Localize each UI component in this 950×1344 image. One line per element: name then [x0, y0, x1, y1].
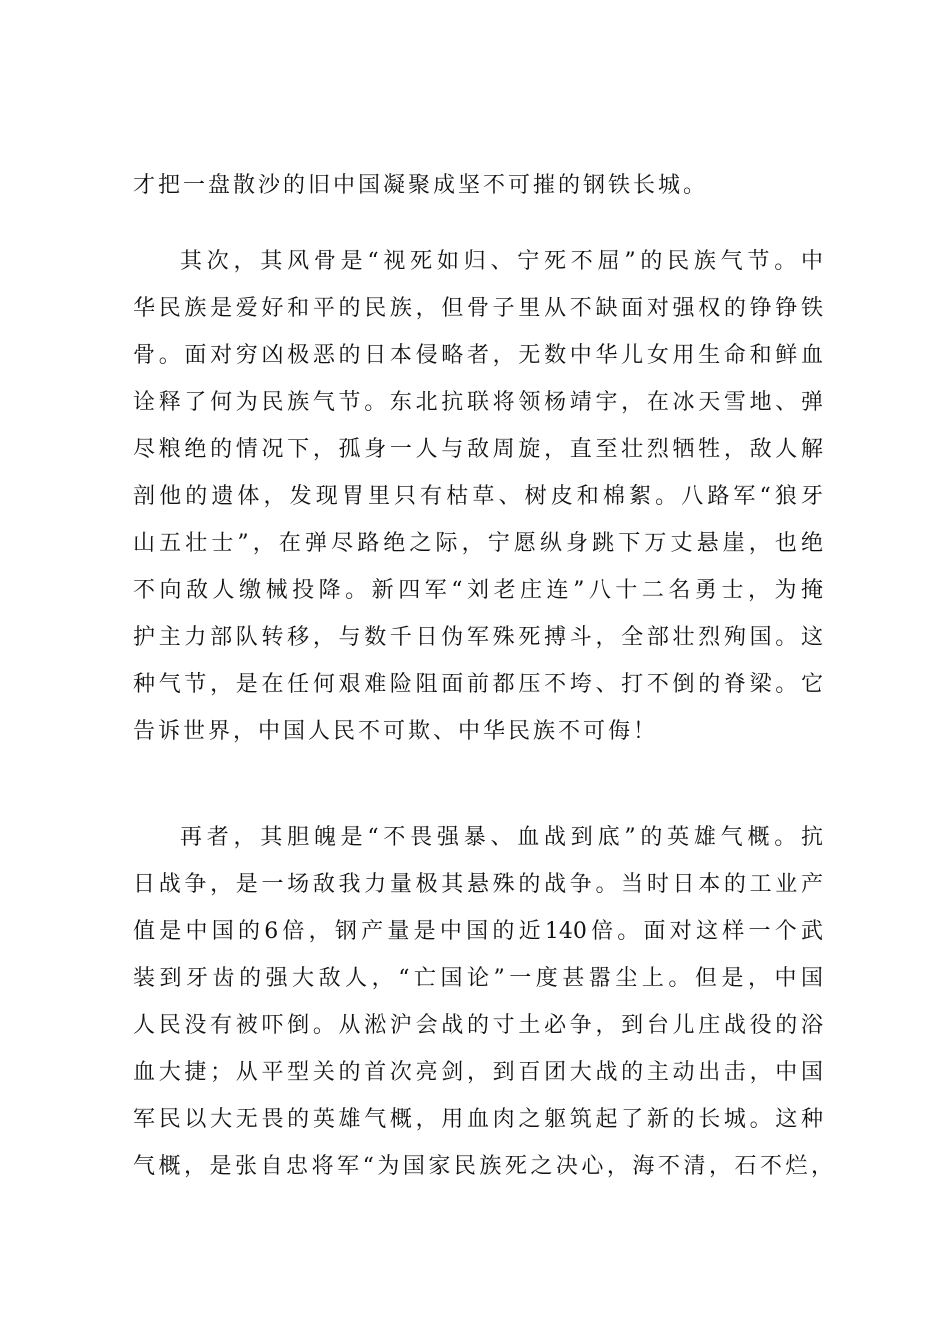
text-line: 华民族是爱好和平的民族，但骨子里从不缺面对强权的铮铮铁 — [133, 296, 823, 321]
text-line: 剖他的遗体，发现胃里只有枯草、树皮和棉絮。八路军“狼牙 — [133, 484, 823, 509]
text-line: 护主力部队转移，与数千日伪军殊死搏斗，全部壮烈殉国。这 — [133, 625, 823, 650]
text-line: 山五壮士”，在弹尽路绝之际，宁愿纵身跳下万丈悬崖，也绝 — [133, 531, 823, 556]
text-line: 日战争，是一场敌我力量极其悬殊的战争。当时日本的工业产 — [133, 872, 823, 897]
text-line: 气概，是张自忠将军“为国家民族死之决心，海不清，石不烂， — [133, 1154, 833, 1179]
text-line: 尽粮绝的情况下，孤身一人与敌周旋，直至壮烈牺牲，敌人解 — [133, 437, 823, 462]
text-line: 军民以大无畏的英雄气概，用血肉之躯筑起了新的长城。这种 — [133, 1107, 823, 1132]
text-line: 骨。面对穷凶极恶的日本侵略者，无数中华儿女用生命和鲜血 — [133, 343, 823, 368]
text-line: 不向敌人缴械投降。新四军“刘老庄连”八十二名勇士，为掩 — [133, 578, 823, 603]
text-line: 值是中国的6倍，钢产量是中国的近140倍。面对这样一个武 — [133, 919, 823, 944]
text-line: 才把一盘散沙的旧中国凝聚成坚不可摧的钢铁长城。 — [133, 173, 709, 198]
text-line: 血大捷；从平型关的首次亮剑，到百团大战的主动出击，中国 — [133, 1060, 823, 1085]
text-line: 其次，其风骨是“视死如归、宁死不屈”的民族气节。中 — [180, 249, 823, 274]
text-line: 装到牙齿的强大敌人，“亡国论”一度甚嚣尘上。但是，中国 — [133, 966, 823, 991]
text-line: 再者，其胆魄是“不畏强暴、血战到底”的英雄气概。抗 — [180, 825, 823, 850]
text-line: 人民没有被吓倒。从淞沪会战的寸土必争，到台儿庄战役的浴 — [133, 1013, 823, 1038]
text-line: 种气节，是在任何艰难险阻面前都压不垮、打不倒的脊梁。它 — [133, 672, 823, 697]
text-line: 告诉世界，中国人民不可欺、中华民族不可侮！ — [133, 719, 659, 744]
text-line: 诠释了何为民族气节。东北抗联将领杨靖宇，在冰天雪地、弹 — [133, 390, 823, 415]
